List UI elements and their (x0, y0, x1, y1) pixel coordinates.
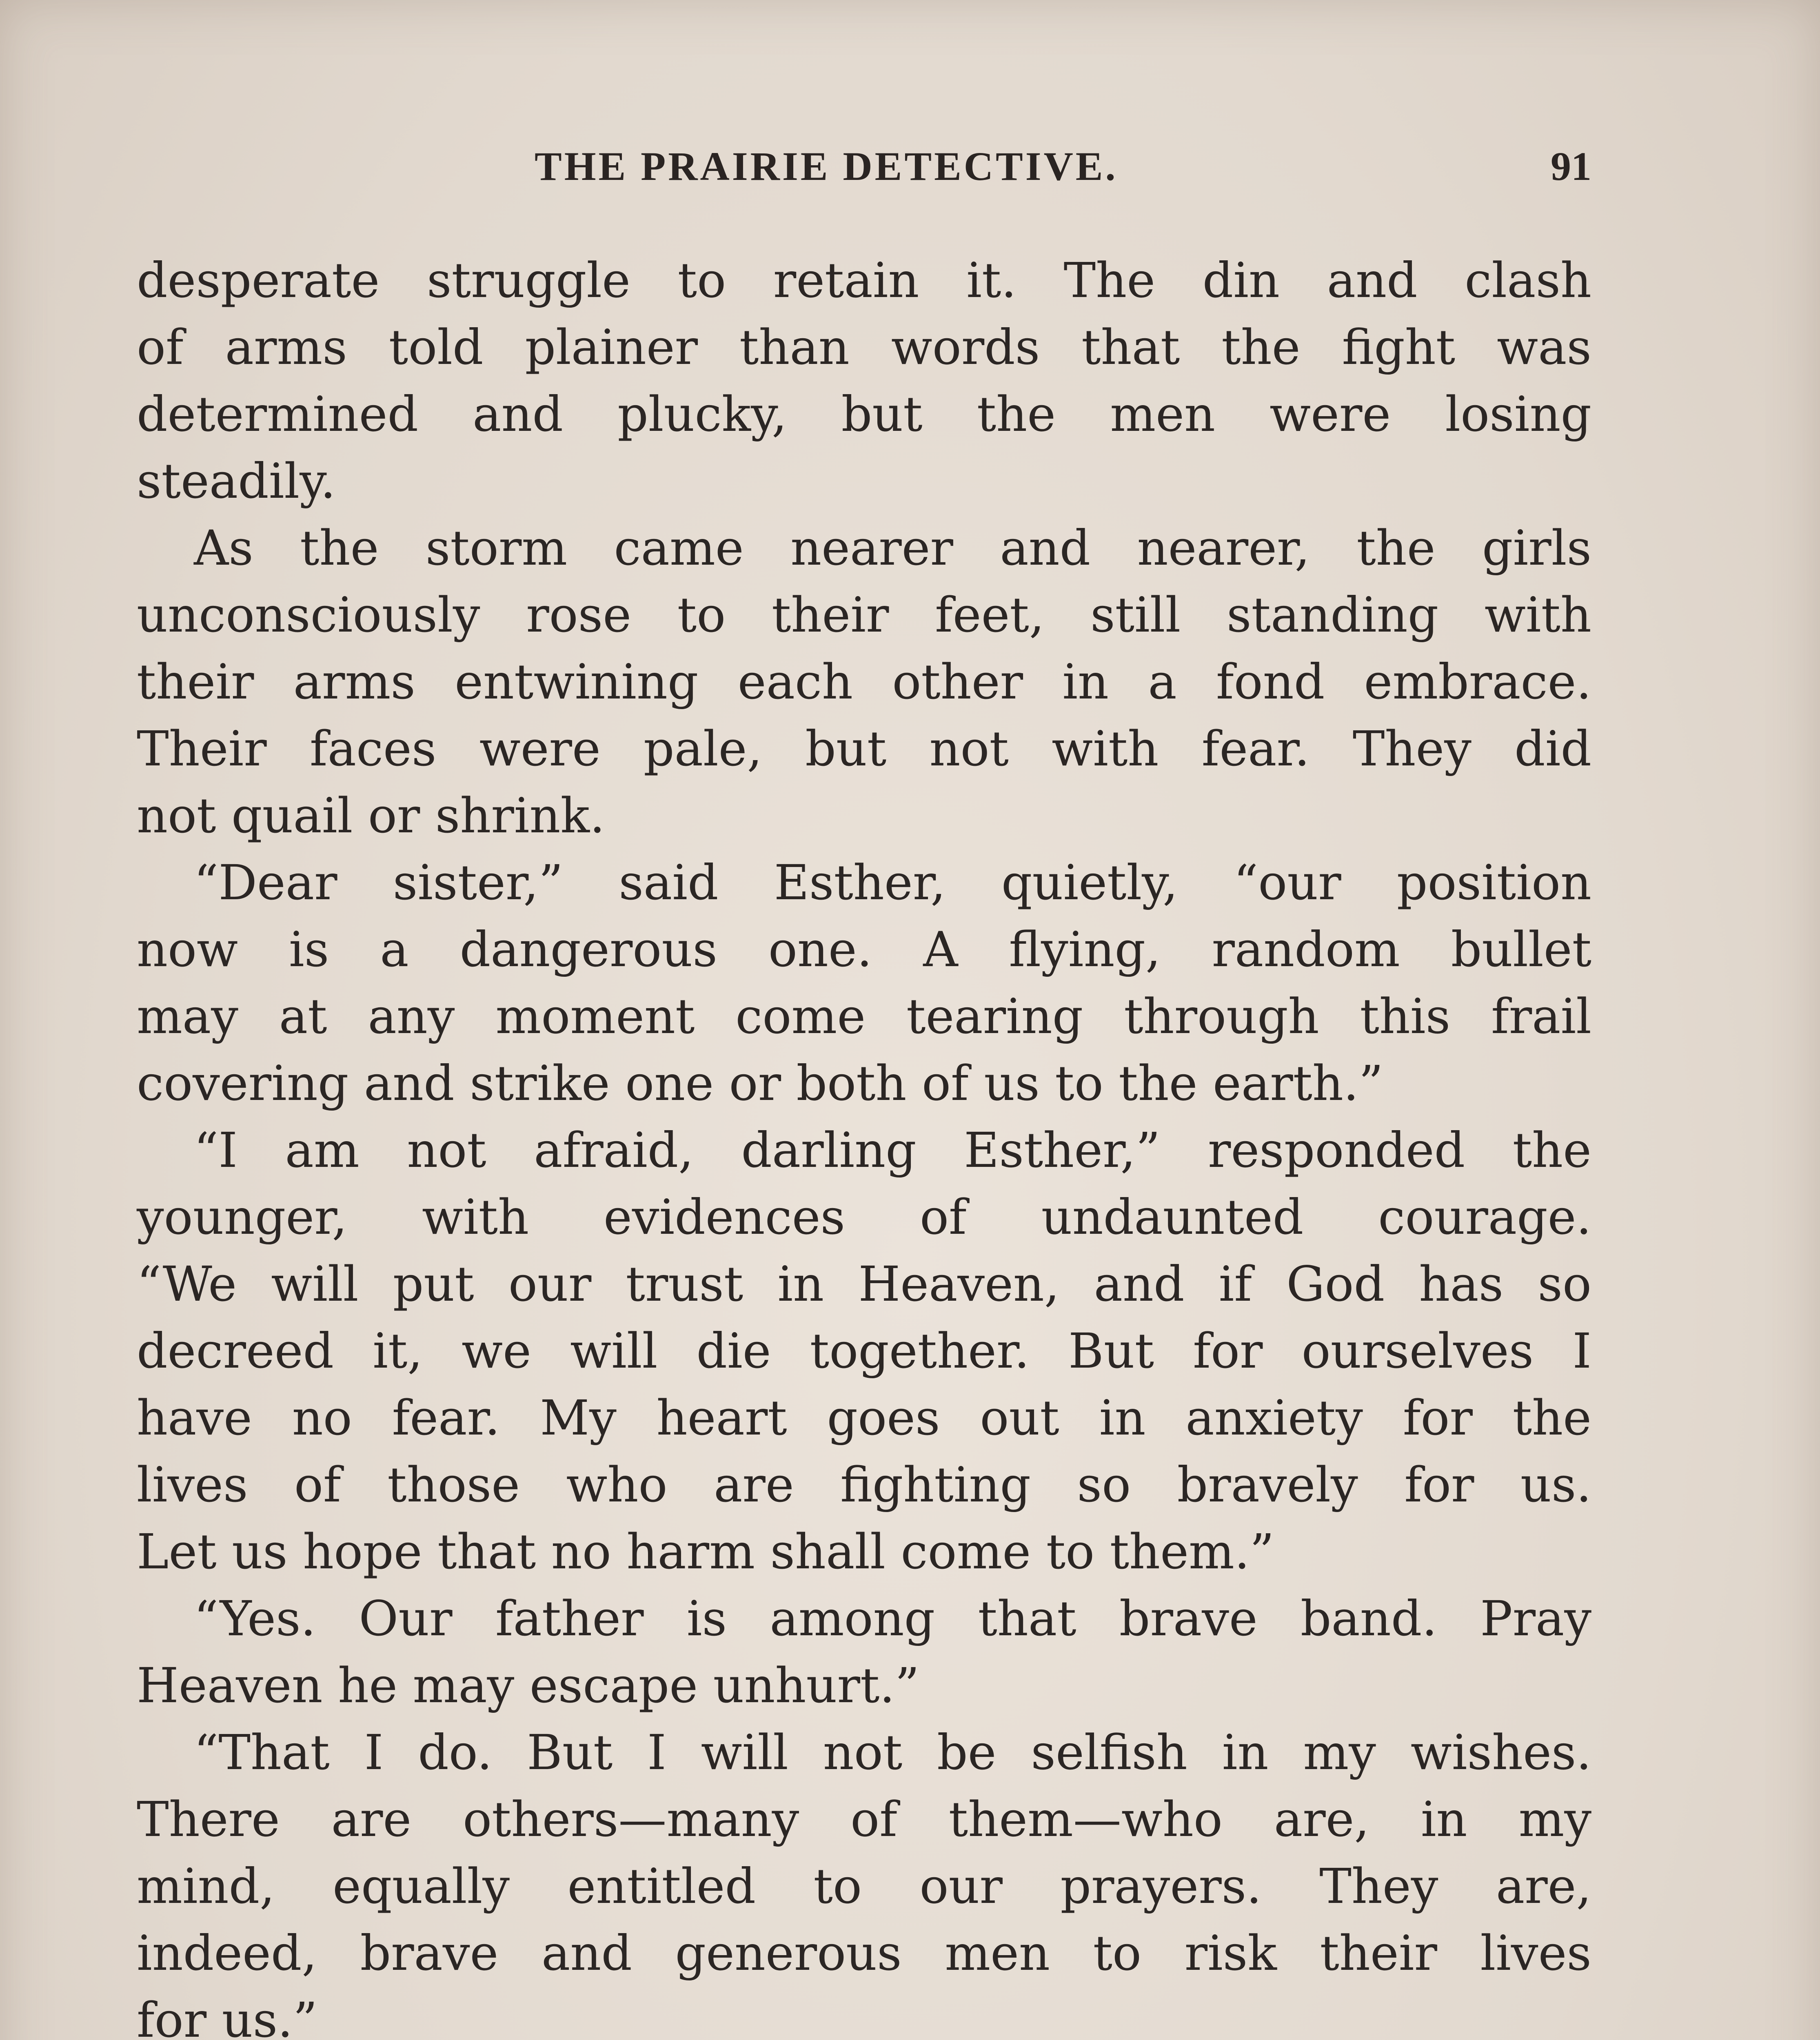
text-line: “That I do. But I will not be selfish in my wishes. (194, 1724, 1591, 1781)
text-line: “I am not afraid, darling Esther,” responded the (194, 1122, 1591, 1178)
body-text (137, 247, 1591, 2040)
text-line: have no fear. My heart goes out in anxiety for the (137, 1390, 1591, 1446)
text-line: Heaven he may escape unhurt.” (137, 1657, 920, 1714)
text-line: steadily. (137, 453, 336, 509)
text-line: unconsciously rose to their feet, still standing with (137, 587, 1591, 643)
text-line: mind, equally entitled to our prayers. They are, (137, 1858, 1591, 1914)
text-line: of arms told plainer than words that the fight was (137, 319, 1591, 375)
text-line: Let us hope that no harm shall come to them.” (137, 1523, 1274, 1580)
text-line: for us.” (137, 1992, 318, 2040)
text-line: “Dear sister,” said Esther, quietly, “our position (194, 854, 1591, 911)
text-line: their arms entwining each other in a fond embrace. (137, 654, 1591, 710)
running-title: THE PRAIRIE DETECTIVE. (535, 144, 1118, 189)
text-line: desperate struggle to retain it. The din and clash (137, 252, 1591, 308)
text-line: indeed, brave and generous men to risk their lives (137, 1925, 1591, 1981)
page-number: 91 (1551, 144, 1591, 189)
text-line: may at any moment come tearing through this frail (137, 988, 1591, 1044)
text-line: Their faces were pale, but not with fear. They did (137, 721, 1591, 777)
text-line: “Yes. Our father is among that brave band. Pray (194, 1590, 1591, 1647)
text-line: There are others—many of them—who are, in my (137, 1791, 1591, 1847)
text-line: decreed it, we will die together. But for ourselves I (137, 1323, 1591, 1379)
text-line: determined and plucky, but the men were losing (137, 386, 1591, 442)
text-line: “We will put our trust in Heaven, and if God has so (137, 1256, 1591, 1312)
text-line: lives of those who are fighting so bravely for us. (137, 1457, 1591, 1513)
text-line: not quail or shrink. (137, 787, 605, 844)
text-line: As the storm came nearer and nearer, the girls (194, 520, 1591, 576)
text-line: younger, with evidences of undaunted courage. (137, 1189, 1591, 1245)
text-line: now is a dangerous one. A flying, random bullet (137, 921, 1591, 978)
text-line: covering and strike one or both of us to the earth.” (137, 1055, 1383, 1111)
